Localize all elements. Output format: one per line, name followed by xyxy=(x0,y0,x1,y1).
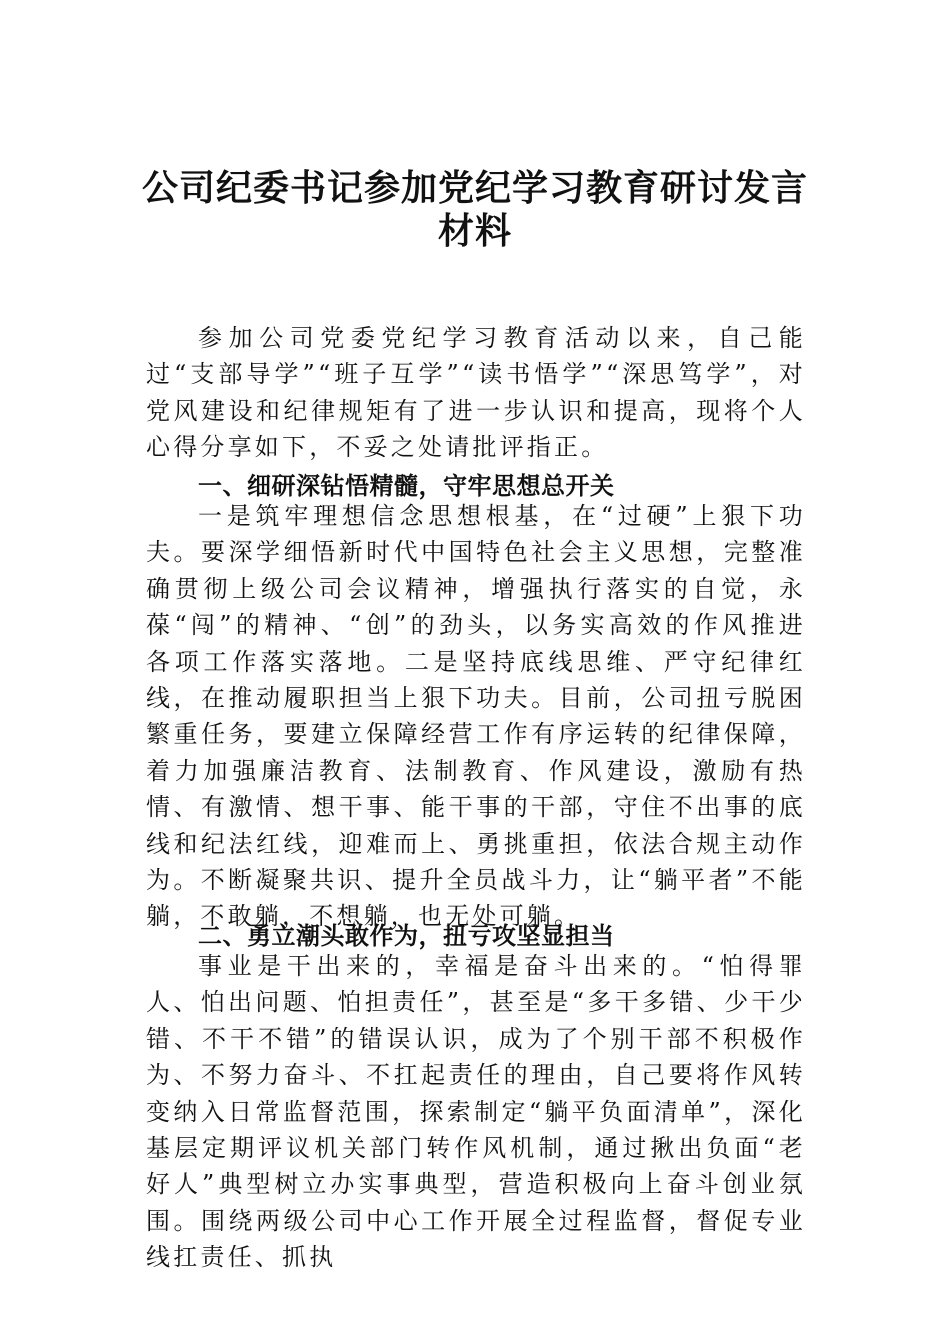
document-title-line-1: 公司纪委书记参加党纪学习教育研讨发言 xyxy=(141,167,808,209)
section-2-paragraph: 事业是干出来的，幸福是奋斗出来的。“怕得罪人、怕出问题、怕担责任”，甚至是“多干多错、少干少错、不干不错”的错误认识，成为了个别干部不积极作为、不努力奋斗、不扛起责任的理由，自己要将作风转变纳入日常监督范围，探索制定“躺平负面清单”，深化基层定期评议机关部门转作风机制，通过揪出负面“老好人”典型树立办实事典型，营造积极向上奋斗创业氛围。围绕两级公司中心工作开展全过程监督，督促专业线扛责任、抓执 xyxy=(146,952,806,1272)
intro-paragraph: 参加公司党委党纪学习教育活动以来，自己能过“支部导学”“班子互学”“读书悟学”“深思笃学”，对党风建设和纪律规矩有了进一步认识和提高，现将个人心得分享如下，不妥之处请批评指正。 xyxy=(146,324,806,462)
document-title-line-2: 材料 xyxy=(437,210,512,252)
section-heading-1: 一、细研深钻悟精髓，守牢思想总开关 xyxy=(198,472,615,500)
section-heading-2: 二、勇立潮头敢作为，扭亏攻坚显担当 xyxy=(198,922,615,950)
section-1-paragraph: 一是筑牢理想信念思想根基，在“过硬”上狠下功夫。要深学细悟新时代中国特色社会主义思想，完整准确贯彻上级公司会议精神，增强执行落实的自觉，永葆“闯”的精神、“创”的劲头，以务实高效的作风推进各项工作落实落地。二是坚持底线思维、严守纪律红线，在推动履职担当上狠下功夫。目前，公司扭亏脱困繁重任务，要建立保障经营工作有序运转的纪律保障，着力加强廉洁教育、法制教育、作风建设，激励有热情、有激情、想干事、能干事的干部，守住不出事的底线和纪法红线，迎难而上、勇挑重担，依法合规主动作为。不断凝聚共识、提升全员战斗力，让“躺平者”不能躺，不敢躺，不想躺，也无处可躺。 xyxy=(146,502,806,931)
